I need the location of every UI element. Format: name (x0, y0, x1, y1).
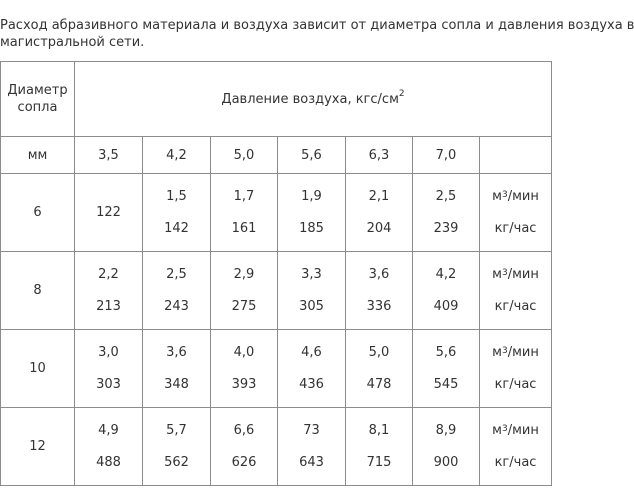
abrasive-value: 142 (164, 221, 189, 237)
abrasive-value: 626 (231, 455, 257, 471)
air-value: 4,6 (301, 344, 322, 360)
abrasive-value: 243 (164, 299, 189, 315)
abrasive-value: 161 (231, 221, 257, 237)
unit-abrasive: кг/час (494, 455, 537, 471)
value-cell (143, 408, 211, 486)
pressure-value: 6,3 (346, 137, 413, 174)
abrasive-value: 305 (299, 299, 324, 315)
unit-air: м $^3$ /мин (492, 344, 539, 360)
abrasive-value: 545 (433, 377, 459, 393)
value-cell (75, 408, 143, 486)
value-cell (211, 408, 278, 486)
value-cell (413, 330, 480, 408)
value-cell (75, 330, 143, 408)
value-cell (346, 330, 413, 408)
value-cell (211, 330, 278, 408)
pressure-value: 5,6 (278, 137, 346, 174)
unit-cell (480, 330, 552, 408)
abrasive-value: 303 (96, 377, 121, 393)
air-value: 3,6 (368, 266, 390, 282)
unit-air: м $^3$ /мин (492, 188, 539, 204)
air-value: 2,5 (166, 266, 187, 282)
air-value: 8,1 (368, 422, 390, 438)
abrasive-value: 436 (299, 377, 324, 393)
abrasive-value: 643 (299, 455, 324, 471)
unit-cell (480, 174, 552, 252)
unit-abrasive: кг/час (494, 299, 537, 315)
unit-abrasive: кг/час (494, 377, 537, 393)
air-value: 3,3 (301, 266, 322, 282)
abrasive-value: 562 (164, 455, 189, 471)
abrasive-value: 715 (366, 455, 392, 471)
abrasive-value: 239 (433, 221, 459, 237)
air-value: 8,9 (435, 422, 457, 438)
value-cell (143, 330, 211, 408)
intro-line-2: магистральной сети. (0, 35, 145, 50)
value-cell (143, 252, 211, 330)
value-cell (413, 252, 480, 330)
abrasive-value: 185 (299, 221, 324, 237)
air-value: 4,9 (98, 422, 119, 438)
table-row (1, 252, 552, 330)
unit-mm: мм (1, 137, 75, 174)
air-value: 2,2 (98, 266, 119, 282)
unit-air: м $^3$ /мин (492, 422, 539, 438)
pressure-header (75, 62, 552, 137)
air-value: 1,7 (233, 188, 255, 204)
intro-text (0, 17, 634, 51)
pressure-value: 4,2 (143, 137, 211, 174)
value-cell (278, 252, 346, 330)
abrasive-value: 478 (366, 377, 392, 393)
intro-line-1: Расход абразивного материала и воздуха зависит от диаметра сопла и давления воздуха в (0, 18, 634, 33)
air-value: 2,1 (368, 188, 390, 204)
empty-cell (480, 137, 552, 174)
value-cell (346, 408, 413, 486)
table-row (1, 174, 552, 252)
air-value: 3,6 (166, 344, 187, 360)
diameter-header-line-2: сопла (17, 100, 58, 115)
air-value: 1,9 (301, 188, 322, 204)
air-value: 4,0 (233, 344, 255, 360)
table-row (1, 408, 552, 486)
consumption-table (0, 61, 552, 486)
value-cell (75, 252, 143, 330)
pressure-value: 5,0 (211, 137, 278, 174)
pressure-value: 3,5 (75, 137, 143, 174)
diameter-header-line-1: Диаметр (7, 83, 68, 98)
abrasive-value: 348 (164, 377, 189, 393)
abrasive-value: 204 (366, 221, 392, 237)
unit-cell (480, 252, 552, 330)
value-cell (413, 174, 480, 252)
value-cell (211, 252, 278, 330)
air-value: 3,0 (98, 344, 119, 360)
value-cell: 122 (75, 174, 143, 252)
value-cell (278, 330, 346, 408)
air-value: 5,6 (435, 344, 457, 360)
pressure-values-row (1, 137, 552, 174)
pressure-header-sup: 2 (398, 89, 405, 100)
abrasive-value: 393 (231, 377, 257, 393)
air-value: 5,7 (166, 422, 187, 438)
unit-abrasive: кг/час (494, 221, 537, 237)
table-container (0, 61, 560, 504)
diameter-cell: 8 (1, 252, 75, 330)
value-cell (211, 174, 278, 252)
air-value: 6,6 (233, 422, 255, 438)
abrasive-value: 336 (366, 299, 392, 315)
abrasive-value: 488 (96, 455, 121, 471)
value-cell (346, 252, 413, 330)
value-cell (346, 174, 413, 252)
air-value: 73 (303, 422, 320, 438)
diameter-cell: 6 (1, 174, 75, 252)
table-row (1, 330, 552, 408)
air-value: 5,0 (368, 344, 390, 360)
pressure-value: 7,0 (413, 137, 480, 174)
abrasive-value: 213 (96, 299, 121, 315)
header-row (1, 62, 552, 137)
value-cell (278, 408, 346, 486)
air-value: 2,9 (233, 266, 255, 282)
value-cell (413, 408, 480, 486)
air-value: 2,5 (435, 188, 457, 204)
diameter-header (1, 62, 75, 137)
diameter-cell: 10 (1, 330, 75, 408)
pressure-header-text: Давление воздуха, кгс/см (221, 91, 399, 107)
unit-cell (480, 408, 552, 486)
value-cell (278, 174, 346, 252)
air-value: 4,2 (435, 266, 457, 282)
abrasive-value: 409 (433, 299, 459, 315)
value-cell (143, 174, 211, 252)
diameter-cell: 12 (1, 408, 75, 486)
abrasive-value: 900 (433, 455, 459, 471)
air-value: 1,5 (166, 188, 187, 204)
unit-air: м $^3$ /мин (492, 266, 539, 282)
abrasive-value: 275 (231, 299, 257, 315)
